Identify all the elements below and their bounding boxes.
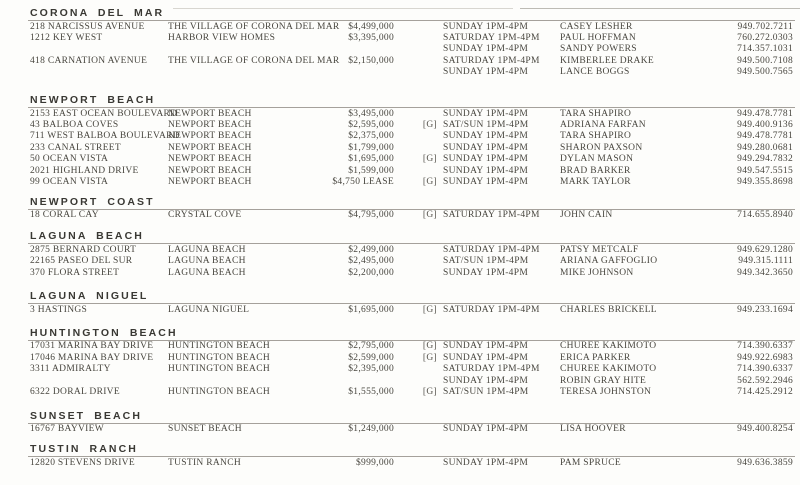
agent-name: LANCE BOGGS (560, 67, 630, 78)
agent-name: ADRIANA FARFAN (560, 120, 646, 131)
agent-phone: 714.357.1031 (737, 44, 793, 55)
agent-phone: 949.280.0681 (737, 142, 793, 153)
section-rows (28, 210, 795, 221)
city-section (28, 290, 795, 315)
open-house-time: SUNDAY 1PM-4PM (443, 44, 529, 55)
section-title: TUSTIN RANCH (28, 443, 795, 457)
section-title: CORONA DEL MAR (28, 7, 795, 21)
agent-name: ARIANA GAFFOGLIO (560, 256, 658, 267)
listing-row (28, 67, 795, 78)
agent-phone: 949.294.7832 (737, 154, 793, 165)
agent-phone: 949.629.1280 (737, 244, 793, 255)
listing-row (28, 304, 795, 315)
listing-price: $1,799,000 (348, 142, 394, 153)
agent-phone: 949.547.5515 (737, 165, 793, 176)
listing-row (28, 267, 795, 278)
section-title: LAGUNA BEACH (28, 230, 795, 244)
listing-price: $2,375,000 (348, 131, 394, 142)
agent-name: SHARON PAXSON (560, 142, 643, 153)
listing-address: 2153 EAST OCEAN BOULEVARD (30, 108, 178, 119)
listing-row (28, 363, 795, 374)
listing-flag: [G] (422, 120, 437, 131)
agent-phone: 949.233.1694 (737, 304, 793, 315)
open-house-time: SUNDAY 1PM-4PM (443, 424, 529, 435)
listing-price: $1,599,000 (348, 165, 394, 176)
section-title: LAGUNA NIGUEL (28, 290, 795, 304)
section-rows (28, 304, 795, 315)
cropped-rule-fragment (520, 8, 800, 9)
listing-community: TUSTIN RANCH (168, 457, 242, 468)
city-section (28, 410, 795, 435)
listing-address: 22165 PASEO DEL SUR (30, 256, 133, 267)
listing-community: NEWPORT BEACH (168, 154, 252, 165)
listing-price: $2,499,000 (348, 244, 394, 255)
listing-flag: [G] (422, 386, 437, 397)
agent-name: TERESA JOHNSTON (560, 386, 652, 397)
city-section (28, 94, 795, 188)
city-section (28, 443, 795, 468)
city-section (28, 230, 795, 278)
city-section (28, 327, 795, 398)
open-house-time: SATURDAY 1PM-4PM (443, 55, 540, 66)
agent-name: PATSY METCALF (560, 244, 639, 255)
agent-phone: 949.315.1111 (738, 256, 793, 267)
agent-name: CHARLES BRICKELL (560, 304, 657, 315)
open-house-time: SUNDAY 1PM-4PM (443, 108, 529, 119)
listing-flag: [G] (422, 352, 437, 363)
listing-address: 2875 BERNARD COURT (30, 244, 137, 255)
agent-phone: 949.922.6983 (737, 352, 793, 363)
agent-phone: 949.636.3859 (737, 457, 793, 468)
listing-address: 3 HASTINGS (30, 304, 88, 315)
open-house-time: SATURDAY 1PM-4PM (443, 364, 540, 375)
listing-community: LAGUNA BEACH (168, 267, 246, 278)
open-house-time: SATURDAY 1PM-4PM (443, 210, 540, 221)
listing-flag: [G] (422, 304, 437, 315)
section-rows (28, 424, 795, 435)
open-house-time: SUNDAY 1PM-4PM (443, 142, 529, 153)
listing-row (28, 341, 795, 352)
listing-row (28, 44, 795, 55)
agent-phone: 714.390.6337 (737, 341, 793, 352)
open-house-time: SAT/SUN 1PM-4PM (443, 256, 529, 267)
agent-phone: 949.355.8698 (737, 176, 793, 187)
listing-community: NEWPORT BEACH (168, 176, 252, 187)
agent-phone: 949.400.9136 (737, 120, 793, 131)
listing-flag: [G] (422, 210, 437, 221)
listing-address: 16767 BAYVIEW (30, 424, 105, 435)
listing-address: 1212 KEY WEST (30, 33, 103, 44)
agent-name: PAUL HOFFMAN (560, 33, 637, 44)
listing-community: LAGUNA BEACH (168, 244, 246, 255)
listing-community: HARBOR VIEW HOMES (168, 33, 276, 44)
agent-name: DYLAN MASON (560, 154, 634, 165)
listing-row (28, 386, 795, 397)
listing-community: NEWPORT BEACH (168, 142, 252, 153)
open-house-time: SUNDAY 1PM-4PM (443, 457, 529, 468)
listing-address: 233 CANAL STREET (30, 142, 122, 153)
listing-price: $2,495,000 (348, 256, 394, 267)
open-house-time: SUNDAY 1PM-4PM (443, 21, 529, 32)
listing-price: $999,000 (355, 457, 394, 468)
open-house-time: SAT/SUN 1PM-4PM (443, 386, 529, 397)
city-section (28, 196, 795, 221)
city-section (28, 7, 795, 78)
listing-row (28, 352, 795, 363)
listing-community: THE VILLAGE OF CORONA DEL MAR (168, 55, 340, 66)
agent-name: CHUREE KAKIMOTO (560, 364, 657, 375)
agent-name: PAM SPRUCE (560, 457, 621, 468)
open-house-time: SUNDAY 1PM-4PM (443, 375, 529, 386)
section-title: NEWPORT COAST (28, 196, 795, 210)
agent-phone: 714.655.8940 (737, 210, 793, 221)
listing-row (28, 108, 795, 119)
open-house-time: SATURDAY 1PM-4PM (443, 33, 540, 44)
listing-address: 418 CARNATION AVENUE (30, 55, 148, 66)
agent-name: BRAD BARKER (560, 165, 631, 176)
listing-price: $2,395,000 (348, 364, 394, 375)
agent-name: JOHN CAIN (560, 210, 613, 221)
open-house-time: SUNDAY 1PM-4PM (443, 165, 529, 176)
listing-address: 50 OCEAN VISTA (30, 154, 109, 165)
listing-address: 218 NARCISSUS AVENUE (30, 21, 145, 32)
section-title: HUNTINGTON BEACH (28, 327, 795, 341)
agent-name: ROBIN GRAY HITE (560, 375, 647, 386)
agent-name: CHUREE KAKIMOTO (560, 341, 657, 352)
listing-price: $2,200,000 (348, 267, 394, 278)
listing-row (28, 142, 795, 153)
listing-community: LAGUNA BEACH (168, 256, 246, 267)
listing-row (28, 21, 795, 32)
listing-flag: [G] (422, 341, 437, 352)
listing-price: $1,555,000 (348, 386, 394, 397)
agent-phone: 949.478.7781 (737, 131, 793, 142)
agent-name: MARK TAYLOR (560, 176, 631, 187)
open-house-time: SATURDAY 1PM-4PM (443, 304, 540, 315)
listing-community: NEWPORT BEACH (168, 120, 252, 131)
open-house-time: SUNDAY 1PM-4PM (443, 352, 529, 363)
listing-price: $2,599,000 (348, 352, 394, 363)
open-house-time: SUNDAY 1PM-4PM (443, 176, 529, 187)
listing-flag: [G] (422, 154, 437, 165)
listing-row (28, 457, 795, 468)
listing-row (28, 154, 795, 165)
listing-community: HUNTINGTON BEACH (168, 364, 270, 375)
listing-price: $1,249,000 (348, 424, 394, 435)
agent-name: KIMBERLEE DRAKE (560, 55, 654, 66)
agent-phone: 949.500.7565 (737, 67, 793, 78)
agent-phone: 949.342.3650 (737, 267, 793, 278)
listing-row (28, 375, 795, 386)
agent-name: CASEY LESHER (560, 21, 633, 32)
listing-price: $2,795,000 (348, 341, 394, 352)
listing-community: HUNTINGTON BEACH (168, 341, 270, 352)
listing-price: $2,595,000 (348, 120, 394, 131)
listing-community: CRYSTAL COVE (168, 210, 242, 221)
listing-community: SUNSET BEACH (168, 424, 242, 435)
listing-row (28, 176, 795, 187)
listing-address: 6322 DORAL DRIVE (30, 386, 120, 397)
listing-price: $4,750 LEASE (332, 176, 394, 187)
agent-phone: 714.390.6337 (737, 364, 793, 375)
section-title: SUNSET BEACH (28, 410, 795, 424)
agent-phone: 760.272.0303 (737, 33, 793, 44)
listing-row (28, 210, 795, 221)
listing-address: 370 FLORA STREET (30, 267, 120, 278)
agent-name: MIKE JOHNSON (560, 267, 634, 278)
open-house-time: SUNDAY 1PM-4PM (443, 131, 529, 142)
agent-name: ERICA PARKER (560, 352, 631, 363)
listing-price: $3,395,000 (348, 33, 394, 44)
listing-row (28, 255, 795, 266)
agent-phone: 949.400.8254 (737, 424, 793, 435)
listing-price: $2,150,000 (348, 55, 394, 66)
listing-price: $4,795,000 (348, 210, 394, 221)
listing-flag: [G] (422, 176, 437, 187)
open-house-time: SUNDAY 1PM-4PM (443, 267, 529, 278)
section-rows (28, 108, 795, 188)
listing-address: 18 CORAL CAY (30, 210, 99, 221)
open-house-time: SUNDAY 1PM-4PM (443, 67, 529, 78)
open-house-time: SATURDAY 1PM-4PM (443, 244, 540, 255)
listing-community: NEWPORT BEACH (168, 131, 252, 142)
agent-name: LISA HOOVER (560, 424, 626, 435)
agent-name: TARA SHAPIRO (560, 108, 632, 119)
listing-community: NEWPORT BEACH (168, 165, 252, 176)
agent-phone: 949.478.7781 (737, 108, 793, 119)
listing-price: $1,695,000 (348, 304, 394, 315)
listing-row (28, 244, 795, 255)
listing-row (28, 165, 795, 176)
listing-community: THE VILLAGE OF CORONA DEL MAR (168, 21, 340, 32)
listing-address: 17046 MARINA BAY DRIVE (30, 352, 154, 363)
agent-phone: 949.500.7108 (737, 55, 793, 66)
listing-row (28, 32, 795, 43)
section-rows (28, 21, 795, 78)
agent-phone: 949.702.7211 (737, 21, 793, 32)
listing-community: NEWPORT BEACH (168, 108, 252, 119)
listing-address: 99 OCEAN VISTA (30, 176, 109, 187)
listing-address: 3311 ADMIRALTY (30, 364, 111, 375)
listing-address: 17031 MARINA BAY DRIVE (30, 341, 154, 352)
agent-phone: 714.425.2912 (737, 386, 793, 397)
listing-address: 12820 STEVENS DRIVE (30, 457, 135, 468)
listing-price: $1,695,000 (348, 154, 394, 165)
listing-address: 2021 HIGHLAND DRIVE (30, 165, 139, 176)
listing-community: LAGUNA NIGUEL (168, 304, 250, 315)
listing-row (28, 131, 795, 142)
cropped-rule-fragment (173, 8, 513, 9)
listing-row (28, 424, 795, 435)
listing-row (28, 119, 795, 130)
open-house-time: SUNDAY 1PM-4PM (443, 154, 529, 165)
open-house-time: SUNDAY 1PM-4PM (443, 341, 529, 352)
section-title: NEWPORT BEACH (28, 94, 795, 108)
listing-row (28, 55, 795, 66)
listing-community: HUNTINGTON BEACH (168, 352, 270, 363)
section-rows (28, 341, 795, 398)
listing-price: $3,495,000 (348, 108, 394, 119)
open-house-directory (0, 7, 800, 468)
agent-name: TARA SHAPIRO (560, 131, 632, 142)
section-rows (28, 457, 795, 468)
listing-price: $4,499,000 (348, 21, 394, 32)
listing-address: 43 BALBOA COVES (30, 120, 119, 131)
section-rows (28, 244, 795, 278)
listing-community: HUNTINGTON BEACH (168, 386, 270, 397)
listing-address: 711 WEST BALBOA BOULEVARD (30, 131, 180, 142)
agent-phone: 562.592.2946 (737, 375, 793, 386)
open-house-time: SAT/SUN 1PM-4PM (443, 120, 529, 131)
agent-name: SANDY POWERS (560, 44, 637, 55)
